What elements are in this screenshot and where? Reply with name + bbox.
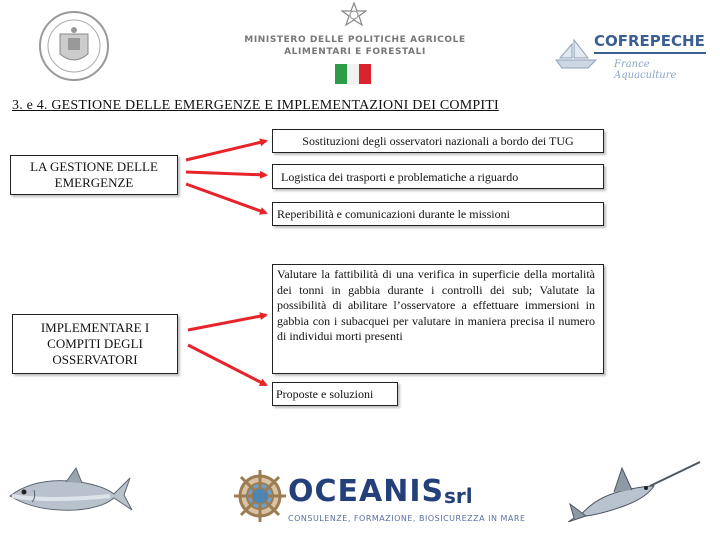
emergenze-label-box: [10, 155, 178, 195]
cofrepeche-name: COFREPECHE: [594, 32, 705, 50]
emergenze-item-3-text: Reperibilità e comunicazioni durante le missioni: [277, 207, 510, 221]
oceanis-tagline: CONSULENZE, FORMAZIONE, BIOSICUREZZA IN MARE: [288, 514, 526, 523]
swordfish-illustration: [566, 456, 704, 522]
compiti-item-1: [272, 264, 604, 374]
arrow-to-valutare: [188, 315, 266, 330]
emergenze-item-2: [272, 164, 604, 189]
emergenze-item-1-text: Sostituzioni degli osservatori nazionali a bordo dei TUG: [302, 134, 574, 148]
emergenze-item-1: [272, 129, 604, 153]
cofrepeche-subtitle: France Aquaculture: [614, 59, 677, 81]
arrow-to-sostituzioni: [186, 141, 266, 160]
ship-wheel-icon: [232, 468, 288, 524]
arrow-to-logistica: [186, 172, 266, 175]
ministry-line2: ALIMENTARI E FORESTALI: [284, 47, 426, 57]
page-title: 3. e 4. GESTIONE DELLE EMERGENZE E IMPLEMENTAZIONI DEI COMPITI: [12, 98, 499, 113]
compiti-label-box: [12, 314, 178, 374]
compiti-item-2-text: Proposte e soluzioni: [276, 387, 374, 401]
emergenze-item-2-text: Logistica dei trasporti e problematiche a riguardo: [281, 170, 519, 184]
arrow-to-proposte: [188, 345, 266, 385]
emergenze-label: LA GESTIONE DELLE EMERGENZE: [30, 159, 158, 190]
oceanis-name: OCEANIS: [288, 474, 445, 509]
compiti-item-1-text: Valutare la fattibilità di una verifica in superficie della mortalità dei tonni in gabbia durante i controlli dei sub; Valutate la possibilità di abilitare l’osservatore a effettuare immersioni in gabbia con i subacquei per valutare in maniera precisa il numero di individui morti presenti: [277, 267, 595, 343]
compiti-label: IMPLEMENTARE I COMPITI DEGLI OSSERVATORI: [40, 320, 150, 367]
tuna-fish-illustration: [6, 462, 134, 524]
compiti-item-2: [272, 382, 398, 406]
oceanis-logo: [232, 468, 526, 530]
oceanis-srl: srl: [444, 484, 473, 508]
emergenze-item-3: [272, 202, 604, 226]
arrow-to-reperibilita: [186, 184, 266, 213]
ministry-line1: MINISTERO DELLE POLITICHE AGRICOLE: [244, 35, 466, 45]
